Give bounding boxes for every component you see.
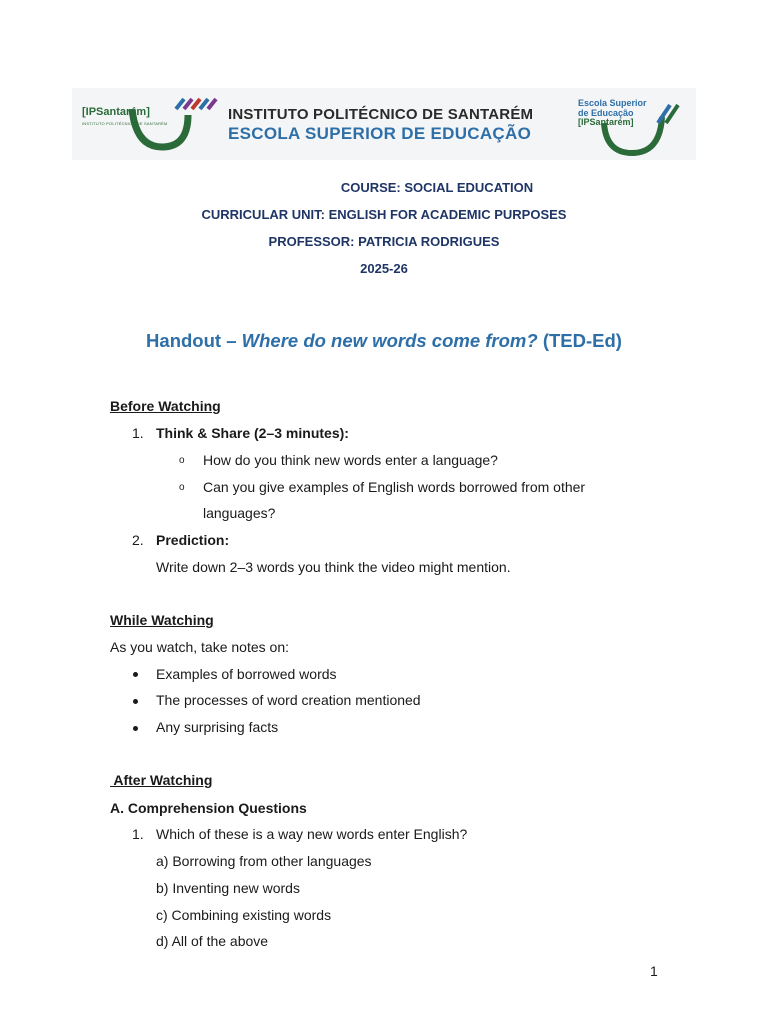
institute-name: INSTITUTO POLITÉCNICO DE SANTARÉM bbox=[228, 106, 534, 123]
answer-option: c) Combining existing words bbox=[156, 907, 332, 923]
list-number: 2. bbox=[132, 532, 144, 548]
answer-option: a) Borrowing from other languages bbox=[156, 853, 372, 869]
answer-option: d) All of the above bbox=[156, 933, 269, 949]
list-number: 1. bbox=[132, 826, 144, 842]
curricular-unit-line: CURRICULAR UNIT: ENGLISH FOR ACADEMIC PURPOSES bbox=[201, 207, 567, 222]
handout-title bbox=[0, 330, 768, 352]
think-share-label: Think & Share (2–3 minutes): bbox=[156, 425, 349, 441]
title-suffix: (TED-Ed) bbox=[537, 330, 622, 351]
page-number: 1 bbox=[650, 963, 658, 979]
hollow-bullet-icon: o bbox=[179, 455, 185, 466]
prediction-label: Prediction: bbox=[156, 532, 230, 548]
before-watching-heading: Before Watching bbox=[110, 398, 221, 414]
list-item: The processes of word creation mentioned bbox=[156, 692, 421, 708]
ese-logo-line1: Escola Superior bbox=[578, 98, 647, 108]
question-1: Which of these is a way new words enter English? bbox=[156, 826, 468, 842]
comprehension-heading: A. Comprehension Questions bbox=[110, 800, 307, 816]
bullet-icon bbox=[133, 726, 138, 731]
ipsantarem-logo-text: [IPSantarém] bbox=[82, 106, 150, 118]
ese-logo-line2: de Educação bbox=[578, 108, 634, 118]
after-watching-heading: After Watching bbox=[110, 772, 213, 788]
sub-item-continued: languages? bbox=[203, 505, 276, 521]
sub-item: Can you give examples of English words borrowed from other bbox=[203, 479, 586, 495]
list-item: Any surprising facts bbox=[156, 719, 279, 735]
title-prefix: Handout – bbox=[146, 330, 242, 351]
ipsantarem-logo-subtext: INSTITUTO POLITÉCNICO DE SANTARÉM bbox=[82, 121, 168, 126]
professor-line: PROFESSOR: PATRICIA RODRIGUES bbox=[268, 234, 500, 249]
ese-logo-line3: [IPSantarém] bbox=[578, 117, 634, 127]
while-watching-intro: As you watch, take notes on: bbox=[110, 639, 289, 655]
school-name: ESCOLA SUPERIOR DE EDUCAÇÃO bbox=[228, 124, 532, 143]
bullet-icon bbox=[133, 672, 138, 677]
sub-item: How do you think new words enter a language? bbox=[203, 452, 498, 468]
list-number: 1. bbox=[132, 425, 144, 441]
bullet-icon bbox=[133, 699, 138, 704]
course-line: COURSE: SOCIAL EDUCATION bbox=[340, 180, 534, 195]
answer-option: b) Inventing new words bbox=[156, 880, 300, 896]
title-italic: Where do new words come from? bbox=[241, 330, 538, 351]
prediction-text: Write down 2–3 words you think the video might mention. bbox=[156, 559, 511, 575]
list-item: Examples of borrowed words bbox=[156, 666, 337, 682]
hollow-bullet-icon: o bbox=[179, 482, 185, 493]
while-watching-heading: While Watching bbox=[110, 612, 214, 628]
year-line: 2025-26 bbox=[360, 261, 408, 276]
